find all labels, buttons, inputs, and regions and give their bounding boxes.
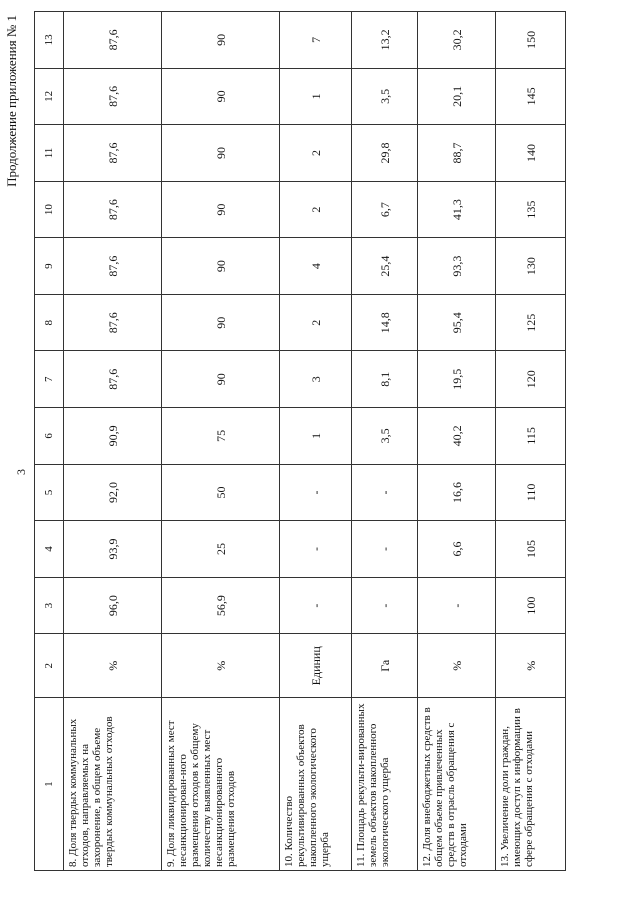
value-cell: - bbox=[280, 577, 352, 634]
value-cell: 50 bbox=[162, 464, 280, 521]
column-header: 1 bbox=[35, 698, 64, 871]
value-cell: 90 bbox=[162, 68, 280, 125]
value-cell: 130 bbox=[496, 238, 566, 295]
column-header: 8 bbox=[35, 294, 64, 351]
value-cell: 88,7 bbox=[418, 125, 496, 182]
value-cell: 96,0 bbox=[64, 577, 162, 634]
value-cell: 1 bbox=[280, 68, 352, 125]
value-cell: 87,6 bbox=[64, 238, 162, 295]
value-cell: 1 bbox=[280, 408, 352, 465]
indicator-name: 12. Доля внебюджетных средств в общем объеме привлеченных средств в отрасль обращения с отходами bbox=[418, 698, 496, 871]
value-cell: 30,2 bbox=[418, 12, 496, 69]
column-header: 9 bbox=[35, 238, 64, 295]
unit-cell: Единиц bbox=[280, 634, 352, 698]
indicators-table bbox=[34, 11, 566, 871]
value-cell: 90 bbox=[162, 181, 280, 238]
unit-cell: % bbox=[64, 634, 162, 698]
value-cell: - bbox=[352, 464, 418, 521]
value-cell: 87,6 bbox=[64, 12, 162, 69]
value-cell: 100 bbox=[496, 577, 566, 634]
value-cell: - bbox=[352, 577, 418, 634]
table-row bbox=[162, 12, 280, 871]
value-cell: 135 bbox=[496, 181, 566, 238]
value-cell: 75 bbox=[162, 408, 280, 465]
value-cell: 120 bbox=[496, 351, 566, 408]
value-cell: 2 bbox=[280, 181, 352, 238]
value-cell: 90,9 bbox=[64, 408, 162, 465]
value-cell: 3,5 bbox=[352, 408, 418, 465]
value-cell: 87,6 bbox=[64, 351, 162, 408]
column-header: 12 bbox=[35, 68, 64, 125]
unit-cell: % bbox=[162, 634, 280, 698]
column-header: 10 bbox=[35, 181, 64, 238]
table-row bbox=[418, 12, 496, 871]
column-header: 7 bbox=[35, 351, 64, 408]
column-header: 5 bbox=[35, 464, 64, 521]
value-cell: 3,5 bbox=[352, 68, 418, 125]
value-cell: 41,3 bbox=[418, 181, 496, 238]
table-row bbox=[496, 12, 566, 871]
value-cell: 14,8 bbox=[352, 294, 418, 351]
unit-cell: Га bbox=[352, 634, 418, 698]
column-header: 3 bbox=[35, 577, 64, 634]
value-cell: 2 bbox=[280, 125, 352, 182]
value-cell: 25,4 bbox=[352, 238, 418, 295]
value-cell: 29,8 bbox=[352, 125, 418, 182]
value-cell: 87,6 bbox=[64, 68, 162, 125]
value-cell: 145 bbox=[496, 68, 566, 125]
value-cell: - bbox=[280, 464, 352, 521]
column-header: 6 bbox=[35, 408, 64, 465]
value-cell: 90 bbox=[162, 12, 280, 69]
value-cell: 19,5 bbox=[418, 351, 496, 408]
indicator-name: 9. Доля ликвидированных мест несанкционирован-ного размещения отходов к общему количеству выявленных мест несанкционированного размещения отходов bbox=[162, 698, 280, 871]
value-cell: 90 bbox=[162, 351, 280, 408]
table-row bbox=[352, 12, 418, 871]
value-cell: 87,6 bbox=[64, 181, 162, 238]
indicator-name: 11. Площадь рекульти-вированных земель объектов накопленного экологического ущерба bbox=[352, 698, 418, 871]
value-cell: 90 bbox=[162, 125, 280, 182]
value-cell: 4 bbox=[280, 238, 352, 295]
value-cell: - bbox=[418, 577, 496, 634]
value-cell: 92,0 bbox=[64, 464, 162, 521]
indicator-name: 10. Количество рекультивированных объектов накопленного экологического ущерба bbox=[280, 698, 352, 871]
value-cell: 115 bbox=[496, 408, 566, 465]
value-cell: 125 bbox=[496, 294, 566, 351]
column-header: 4 bbox=[35, 521, 64, 578]
value-cell: 13,2 bbox=[352, 12, 418, 69]
header-row bbox=[35, 12, 64, 871]
column-header: 11 bbox=[35, 125, 64, 182]
appendix-caption: Продолжение приложения № 1 bbox=[4, 15, 19, 187]
table-row bbox=[64, 12, 162, 871]
unit-cell: % bbox=[418, 634, 496, 698]
value-cell: 6,6 bbox=[418, 521, 496, 578]
value-cell: 2 bbox=[280, 294, 352, 351]
column-header: 13 bbox=[35, 12, 64, 69]
value-cell: 95,4 bbox=[418, 294, 496, 351]
value-cell: - bbox=[352, 521, 418, 578]
value-cell: 110 bbox=[496, 464, 566, 521]
value-cell: 93,3 bbox=[418, 238, 496, 295]
value-cell: 3 bbox=[280, 351, 352, 408]
table-row bbox=[280, 12, 352, 871]
value-cell: 8,1 bbox=[352, 351, 418, 408]
value-cell: 87,6 bbox=[64, 125, 162, 182]
value-cell: 16,6 bbox=[418, 464, 496, 521]
value-cell: - bbox=[280, 521, 352, 578]
value-cell: 105 bbox=[496, 521, 566, 578]
indicator-name: 8. Доля твердых коммунальных отходов, направляемых на захоронение, в общем объеме твердых коммунальных отходов bbox=[64, 698, 162, 871]
indicator-name: 13. Увеличение доли граждан, имеющих доступ к информации в сфере обращения с отходами bbox=[496, 698, 566, 871]
value-cell: 6,7 bbox=[352, 181, 418, 238]
value-cell: 7 bbox=[280, 12, 352, 69]
column-header: 2 bbox=[35, 634, 64, 698]
value-cell: 90 bbox=[162, 294, 280, 351]
value-cell: 93,9 bbox=[64, 521, 162, 578]
value-cell: 87,6 bbox=[64, 294, 162, 351]
value-cell: 90 bbox=[162, 238, 280, 295]
value-cell: 40,2 bbox=[418, 408, 496, 465]
value-cell: 20,1 bbox=[418, 68, 496, 125]
table-body bbox=[64, 12, 566, 871]
page-number: 3 bbox=[14, 469, 28, 475]
unit-cell: % bbox=[496, 634, 566, 698]
value-cell: 150 bbox=[496, 12, 566, 69]
value-cell: 140 bbox=[496, 125, 566, 182]
value-cell: 25 bbox=[162, 521, 280, 578]
value-cell: 56,9 bbox=[162, 577, 280, 634]
